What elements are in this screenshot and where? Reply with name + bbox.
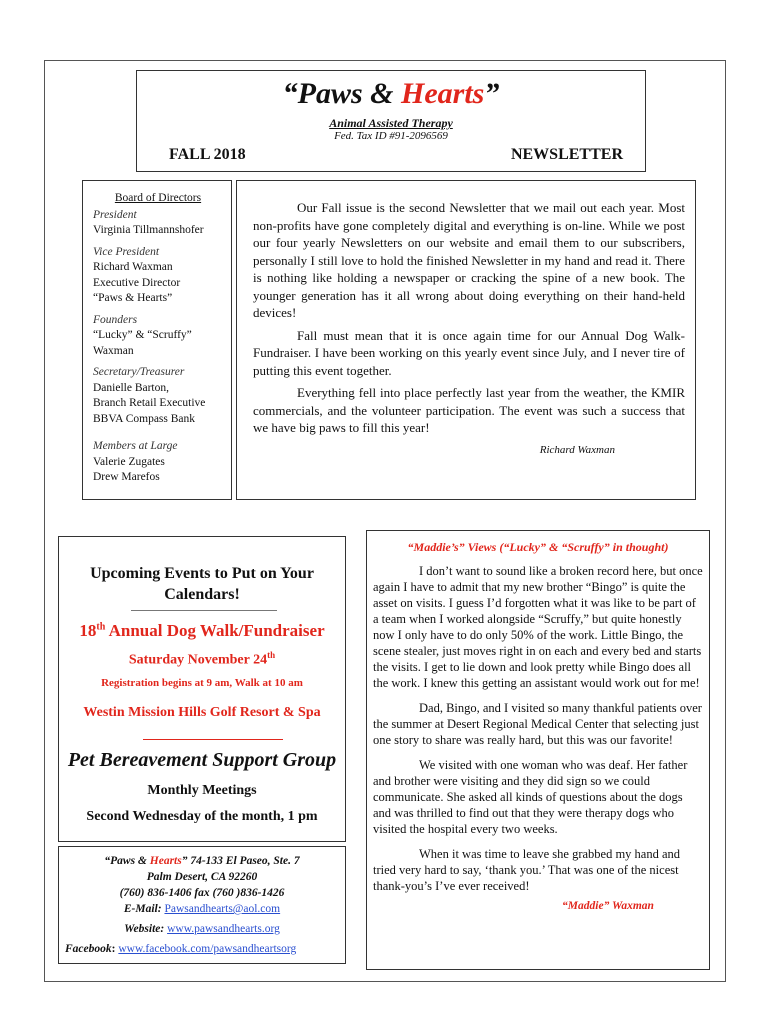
board-member: Virginia Tillmannshofer	[93, 224, 204, 236]
contact-address	[59, 853, 345, 869]
board-member: Valerie Zugates	[93, 455, 165, 468]
intro-paragraph: Fall must mean that it is once again time for our Annual Dog Walk-Fundraiser. I have been working on this yearly event since July, and I never tire of putting this event together.	[253, 327, 685, 378]
board-member: BBVA Compass Bank	[93, 412, 196, 425]
events-title	[59, 563, 345, 605]
events-title-text: Upcoming Events to Put on Your Calendars!	[90, 565, 314, 603]
website-link[interactable]: www.pawsandhearts.org	[167, 923, 280, 935]
red-divider	[143, 739, 283, 740]
contact-street: ” 74-133 El Paseo, Ste. 7	[181, 855, 300, 867]
board-role: Secretary/Treasurer	[93, 366, 185, 378]
contact-email-row	[59, 901, 345, 917]
contact-website-row	[59, 921, 345, 937]
contact-info	[58, 846, 346, 964]
contact-paws: “Paws &	[104, 855, 150, 867]
board-member: Richard Waxman	[93, 261, 173, 273]
title-close-quote: ”	[484, 77, 500, 110]
board-of-directors	[82, 180, 232, 500]
walk-title-rest: Annual Dog Walk/Fundraiser	[105, 621, 325, 640]
tax-id: Fed. Tax ID #91-2096569	[334, 130, 448, 142]
dog-walk-title	[59, 621, 345, 641]
season-label: FALL 2018	[169, 146, 246, 163]
maddie-paragraph: When it was time to leave she grabbed my hand and tried very hard to say, ‘thank you.’ That was one of the nicest thank-you’s I’ve ever received!	[373, 847, 681, 893]
newsletter-title	[137, 77, 645, 111]
intro-signature: Richard Waxman	[539, 443, 615, 456]
divider	[131, 610, 277, 611]
board-list	[93, 208, 223, 486]
board-member: Danielle Barton,	[93, 381, 170, 394]
board-title: Board of Directors	[114, 192, 202, 204]
board-member: “Lucky” & “Scruffy”	[93, 329, 192, 341]
board-member: Branch Retail Executive	[93, 397, 206, 409]
board-member: “Paws & Hearts”	[93, 292, 173, 304]
board-role: Members at Large	[93, 440, 178, 452]
walk-date	[59, 650, 345, 669]
maddie-title: “Maddie’s” Views (“Lucky” & “Scruffy” in thought)	[407, 540, 669, 554]
intro-paragraph: Everything fell into place perfectly last year from the weather, the KMIR commercials, and the volunteer participation. The event was such a success that we have big paws to fill this year!	[253, 385, 685, 435]
maddie-paragraph: I don’t want to sound like a broken record here, but once again I have to admit that my new brother “Bingo” is quite the asset on visits. I guess I’d forgotten what it was like to be part of a team when I worked alongside “Scruffy,” but quite honestly now I only have to do only 50% of the work. Little Bingo, the scene stealer, just moves right in on each and every bed and starts the visits. I get to lie down and look pretty while Bingo does all the work. I knew this getting an assistant would work out for me!	[373, 564, 703, 690]
facebook-link[interactable]: www.facebook.com/pawsandheartsorg	[118, 943, 297, 955]
board-role: Vice President	[93, 245, 160, 258]
title-hearts: Hearts	[401, 77, 485, 110]
upcoming-events	[58, 536, 346, 842]
venue: Westin Mission Hills Golf Resort & Spa	[83, 705, 321, 720]
intro-article	[236, 180, 696, 500]
title-paws: “Paws &	[282, 77, 401, 110]
maddie-paragraph: Dad, Bingo, and I visited so many thankful patients over the summer at Desert Regional Medical Center that selecting just one story to share was really hard, but this was our favorite!	[373, 701, 702, 747]
contact-facebook-row	[59, 941, 345, 957]
monthly-meetings: Monthly Meetings	[147, 783, 257, 798]
contact-hearts: Hearts	[149, 855, 182, 867]
email-label: E-Mail:	[123, 903, 165, 915]
walk-date-text: Saturday November 24	[128, 652, 268, 668]
meeting-schedule: Second Wednesday of the month, 1 pm	[86, 809, 318, 824]
email-link[interactable]: Pawsandhearts@aol.com	[164, 903, 281, 915]
subtitle: Animal Assisted Therapy	[329, 116, 453, 130]
facebook-colon: :	[111, 943, 119, 955]
walk-number: 18	[79, 621, 97, 640]
board-member: Executive Director	[93, 276, 181, 289]
facebook-label: Facebook	[65, 943, 112, 955]
board-member: Drew Marefos	[93, 471, 160, 483]
maddie-paragraph: We visited with one woman who was deaf. Her father and brother were visiting and they did sign so we could communicate. She asked all kinds of questions about the dogs and was thrilled to find out that they were therapy dogs who visited the hospital every two weeks.	[373, 758, 688, 836]
registration-info: Registration begins at 9 am, Walk at 10 am	[101, 677, 303, 689]
maddies-views	[366, 530, 710, 970]
support-group-title: Pet Bereavement Support Group	[67, 749, 337, 771]
walk-date-sup: th	[267, 650, 276, 660]
website-label: Website:	[124, 923, 168, 935]
walk-sup: th	[96, 621, 106, 633]
contact-phone: (760) 836-1406 fax (760 )836-1426	[119, 887, 285, 899]
masthead	[136, 70, 646, 172]
board-role: Founders	[93, 313, 138, 326]
intro-paragraph: Our Fall issue is the second Newsletter that we mail out each year. Most non-profits have gone completely digital and everything is on-line. While we post our four yearly Newsletters on our website and email them to our subscribers, personally I still love to hold the finished Newsletter in my hand and read it. There is nothing like holding a newspaper or cracking the spine of a new book. The younger generation has it all wrong about doing everything on their hand-held devices!	[253, 200, 685, 320]
maddie-signature: “Maddie” Waxman	[562, 900, 654, 912]
board-member: Waxman	[93, 344, 134, 357]
newsletter-label: NEWSLETTER	[510, 146, 623, 163]
board-role: President	[93, 208, 137, 221]
contact-city: Palm Desert, CA 92260	[146, 871, 258, 883]
